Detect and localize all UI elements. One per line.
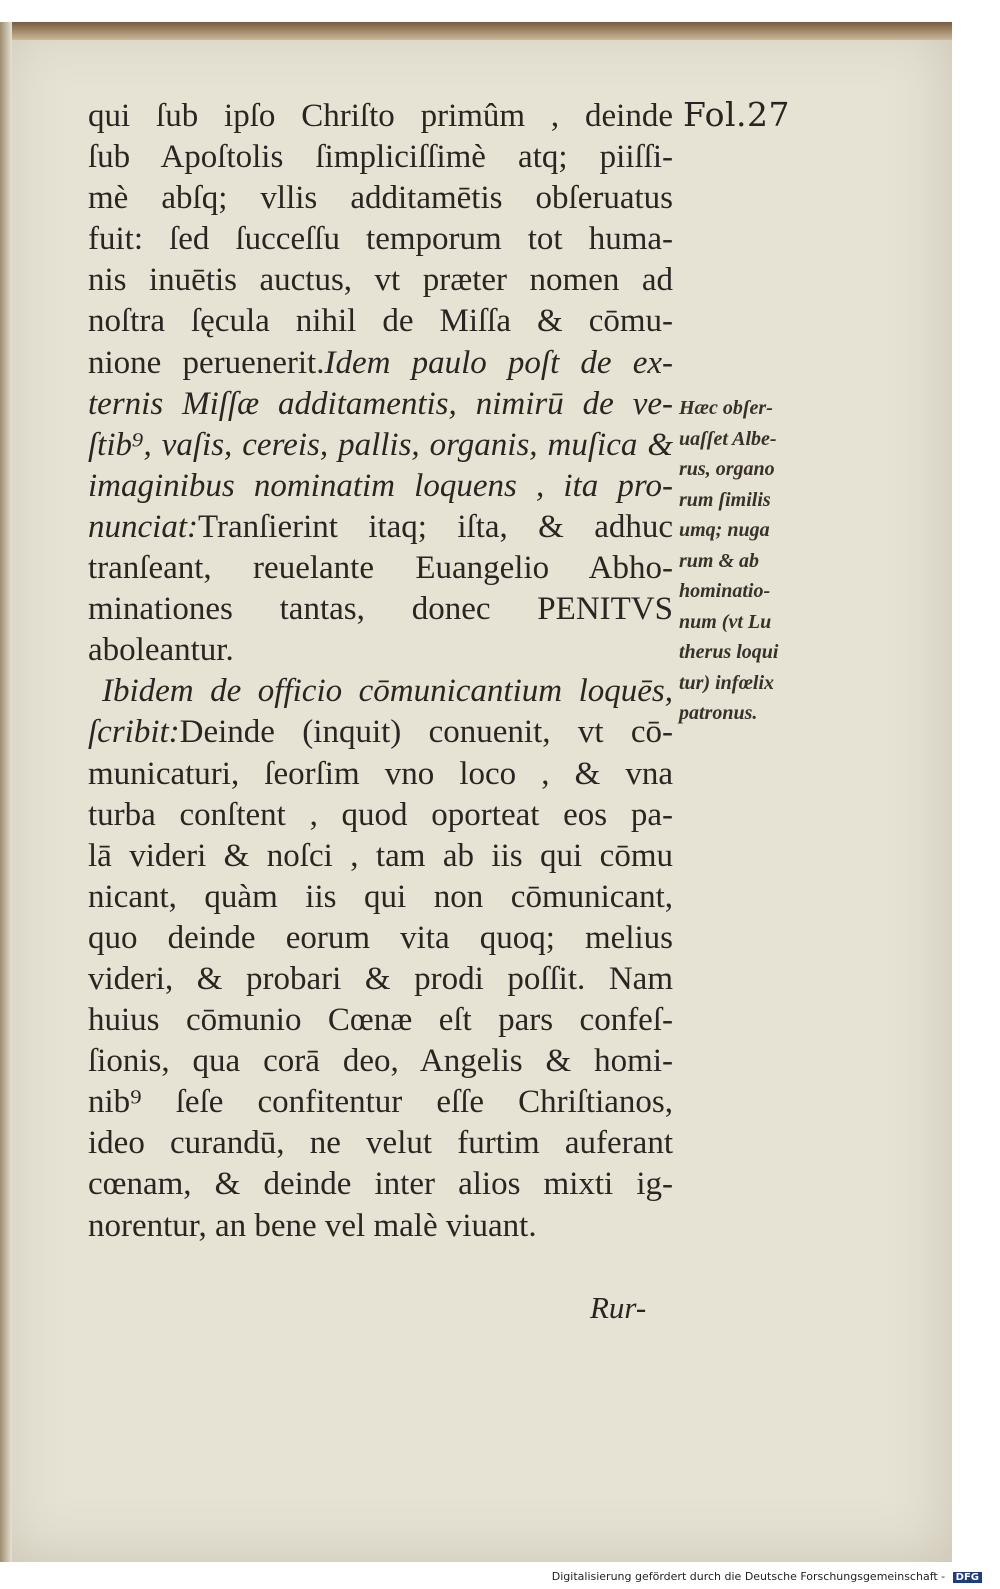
text-line: ideo curandū, ne velut furtim auferant bbox=[88, 1125, 673, 1162]
italic-line: Ibidem de officio cōmunicantium loquēs, bbox=[102, 673, 673, 710]
text-italic: nunciat: bbox=[88, 508, 198, 545]
page-top-edge bbox=[0, 22, 952, 40]
margin-line: rum ſimilis bbox=[679, 488, 771, 511]
text-line: quo deinde eorum vita quoq; melius bbox=[88, 919, 673, 956]
margin-line: tur) infœlix bbox=[679, 671, 775, 694]
text-line: nis inuētis auctus, vt præter nomen ad bbox=[88, 262, 673, 299]
folio-number: Fol.27 bbox=[683, 95, 790, 134]
italic-line: ternis Miſſæ additamentis, nimirū de ve- bbox=[88, 385, 673, 422]
italic-line: ſtib⁹, vaſis, cereis, pallis, organis, muſica & bbox=[88, 426, 673, 463]
text-line: qui ſub ipſo Chriſto primûm , deinde bbox=[88, 98, 673, 134]
text-line: tranſeant, reuelante Euangelio Abho- bbox=[88, 550, 673, 587]
text-line: huius cōmunio Cœnæ eſt pars confeſ- bbox=[88, 1002, 673, 1039]
footer-text: Digitalisierung gefördert durch die Deutsche Forschungsgemeinschaft - bbox=[551, 1570, 946, 1583]
text-line: turba conſtent , quod oporteat eos pa- bbox=[88, 796, 673, 833]
text-italic: Idem paulo poſt de ex- bbox=[324, 344, 674, 381]
margin-line: umq; nuga bbox=[679, 519, 770, 541]
text-line: mè abſq; vllis additamētis obſeruatus bbox=[88, 180, 673, 217]
margin-line: patronus. bbox=[679, 702, 758, 724]
text-line: nib⁹ ſeſe confitentur eſſe Chriſtianos, bbox=[88, 1084, 673, 1121]
margin-line: Hæc obſer- bbox=[679, 397, 773, 419]
margin-line: rum & ab bbox=[679, 549, 760, 572]
text-line: ſionis, qua corā deo, Angelis & homi- bbox=[88, 1043, 673, 1080]
main-text-block bbox=[88, 96, 673, 1247]
italic-line: imaginibus nominatim loquens , ita pro- bbox=[88, 467, 673, 504]
text-roman: Deinde (inquit) conuenit, vt cō- bbox=[179, 714, 673, 751]
margin-line: therus loqui bbox=[679, 641, 779, 663]
page-gutter bbox=[0, 22, 12, 1562]
text-italic: ſcribit: bbox=[88, 714, 180, 751]
text-line: noſtra ſęcula nihil de Miſſa & cōmu- bbox=[88, 303, 673, 340]
text-line: lā videri & noſci , tam ab iis qui cōmu bbox=[88, 837, 673, 874]
text-line: videri, & probari & prodi poſſit. Nam bbox=[88, 960, 673, 997]
text-line: norentur, an bene vel malè viuant. bbox=[88, 1207, 537, 1244]
text-line: aboleantur. bbox=[88, 632, 234, 669]
margin-line: uaſſet Albe- bbox=[679, 427, 777, 450]
funding-footer bbox=[552, 1570, 982, 1583]
dfg-logo-icon: DFG bbox=[953, 1572, 982, 1583]
margin-line: num (vt Lu bbox=[679, 610, 772, 633]
text-line-mixed bbox=[88, 343, 673, 384]
text-line: nicant, quàm iis qui non cōmunicant, bbox=[88, 878, 673, 915]
text-line: municaturi, ſeorſim vno loco , & vna bbox=[88, 755, 673, 792]
text-line-mixed bbox=[88, 507, 673, 548]
text-line: minationes tantas, donec PENITVS bbox=[88, 591, 673, 628]
text-line: cœnam, & deinde inter alios mixti ig- bbox=[88, 1166, 673, 1203]
text-line: fuit: ſed ſucceſſu temporum tot huma- bbox=[88, 221, 673, 258]
text-roman: nione peruenerit. bbox=[88, 344, 325, 381]
marginal-note bbox=[679, 393, 829, 729]
text-line: ſub Apoſtolis ſimpliciſſimè atq; piiſſi- bbox=[88, 139, 673, 176]
text-roman: Tranſierint itaq; iſta, & adhuc bbox=[197, 508, 673, 545]
margin-line: hominatio- bbox=[679, 580, 771, 602]
catchword: Rur- bbox=[590, 1290, 647, 1325]
margin-line: rus, organo bbox=[679, 458, 775, 480]
text-line-mixed bbox=[88, 712, 673, 753]
